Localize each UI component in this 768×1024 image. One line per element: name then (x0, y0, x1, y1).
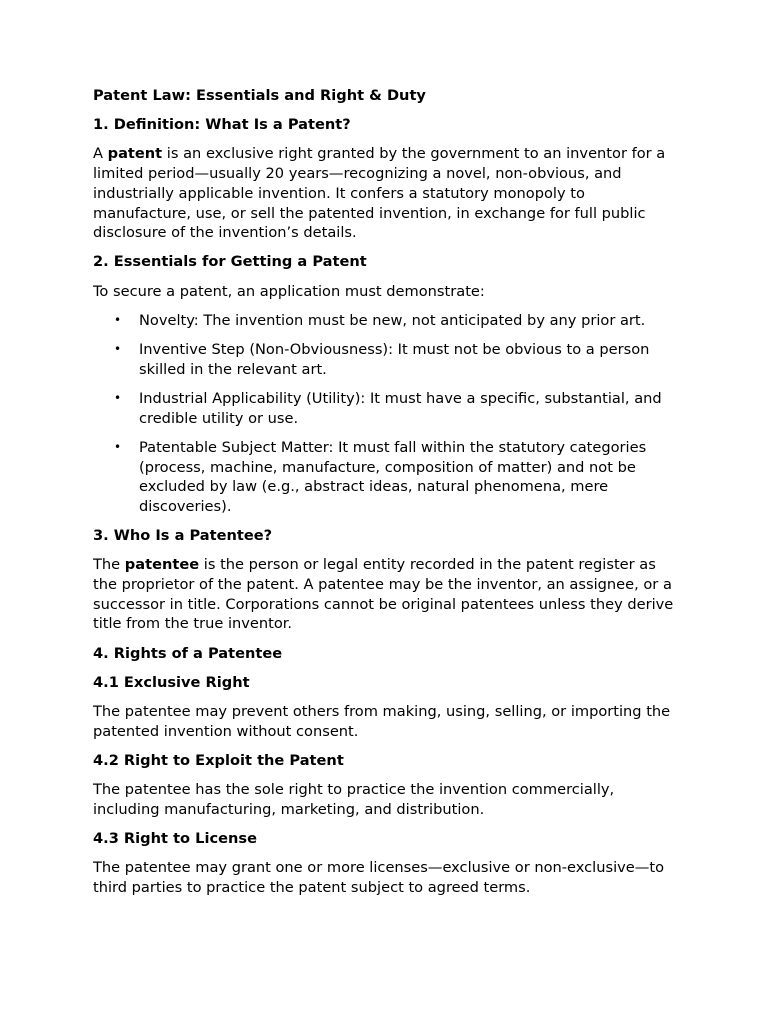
list-item (93, 389, 683, 428)
license-paragraph: The patentee may grant one or more licenses—exclusive or non-exclusive—to third parties to practice the patent subject to agreed terms. (93, 859, 665, 896)
section-heading-rights: 4. Rights of a Patentee (93, 644, 283, 662)
subsection-heading-exploit: 4.2 Right to Exploit the Patent (93, 751, 344, 769)
bold-term-patent: patent (107, 145, 163, 163)
text-run: A (93, 145, 108, 163)
list-item (93, 340, 683, 379)
bullet-icon: • (114, 342, 122, 357)
bullet-icon: • (114, 312, 122, 327)
list-item (93, 438, 683, 517)
text-run: is an exclusive right granted by the government to an inventor for a limited period—usually 20 years—recognizing a novel, non-obvious, and industrially applicable invention. It confers a statutory monopoly to manufacture, use, or sell the patented invention, in exchange for full public disclosure of the invention’s details. (93, 145, 666, 242)
bold-term-patentee: patentee (124, 556, 200, 574)
document-body (93, 86, 683, 907)
list-item-text: Inventive Step (Non-Obviousness): It must not be obvious to a person skilled in the relevant art. (139, 341, 650, 378)
list-item-text: Patentable Subject Matter: It must fall within the statutory categories (process, machine, manufacture, composition of matter) and not be excluded by law (e.g., abstract ideas, natural phenomena, mere discoveries). (139, 438, 647, 515)
section-heading-definition: 1. Definition: What Is a Patent? (93, 116, 351, 134)
exclusive-right-paragraph: The patentee may prevent others from making, using, selling, or importing the patented invention without consent. (93, 703, 671, 740)
definition-paragraph (93, 144, 683, 243)
essentials-list (93, 311, 683, 517)
document-title: Patent Law: Essentials and Right & Duty (93, 87, 426, 104)
list-item-text: Industrial Applicability (Utility): It must have a specific, substantial, and credible utility or use. (139, 389, 662, 427)
bullet-icon: • (114, 390, 122, 405)
text-run: is the person or legal entity recorded in the patent register as the proprietor of the patent. A patentee may be the inventor, an assignee, or a successor in title. Corporations cannot be original patentees unless they derive title from the true inventor. (93, 556, 674, 633)
subsection-heading-exclusive-right: 4.1 Exclusive Right (93, 673, 250, 691)
bullet-icon: • (114, 439, 122, 454)
patentee-paragraph (93, 555, 683, 634)
list-item (93, 311, 683, 331)
section-heading-patentee: 3. Who Is a Patentee? (93, 527, 273, 545)
exploit-paragraph: The patentee has the sole right to practice the invention commercially, including manufacturing, marketing, and distribution. (93, 781, 615, 818)
section-heading-essentials: 2. Essentials for Getting a Patent (93, 253, 367, 271)
text-run: The (93, 556, 125, 574)
list-item-text: Novelty: The invention must be new, not anticipated by any prior art. (139, 311, 646, 329)
subsection-heading-license: 4.3 Right to License (93, 830, 257, 848)
essentials-intro: To secure a patent, an application must demonstrate: (93, 282, 485, 300)
